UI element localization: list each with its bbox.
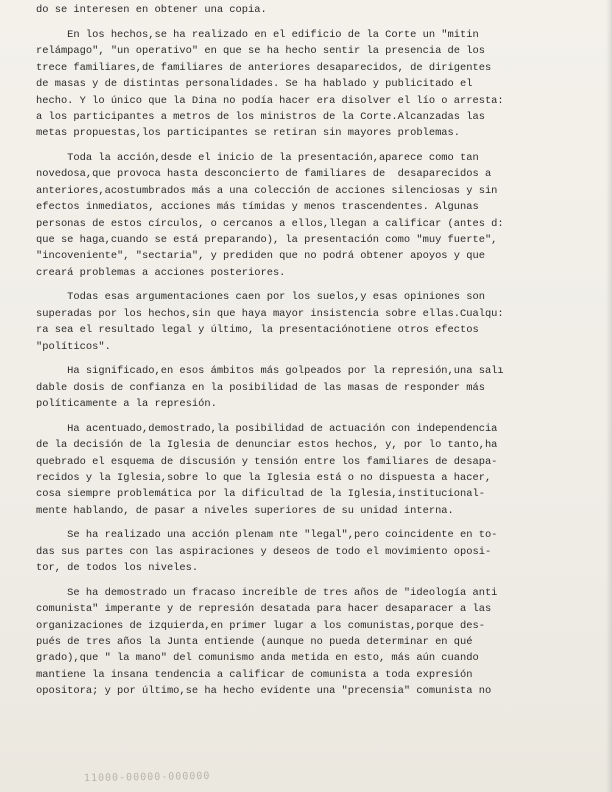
text-line: de masas y de distintas personalidades. Se ha hablado y publicitado el	[36, 78, 473, 91]
text-line: de la decisión de la Iglesia de denunciar estos hechos, y, por lo tanto,ha	[36, 439, 498, 452]
text-line: anteriores,acostumbrados más a una colección de acciones silenciosas y sin	[36, 184, 498, 197]
text-line: mantiene la insana tendencia a calificar de comunista a toda expresión	[36, 668, 473, 681]
text-line: novedosa,que provoca hasta desconcierto de familiares de desaparecidos a	[36, 168, 492, 181]
paragraph	[36, 585, 600, 700]
text-line: Se ha demostrado un fracaso increíble de tres años de "ideología anti	[36, 586, 498, 599]
text-line: organizaciones de izquierda,en primer lugar a los comunistas,porque des-	[36, 619, 485, 632]
text-line: Toda la acción,desde el inicio de la presentación,aparece como tan	[36, 152, 479, 165]
text-line: metas propuestas,los participantes se retiran sin mayores problemas.	[36, 127, 461, 140]
text-line: trece familiares,de familiares de anteriores desaparecidos, de dirigentes	[36, 61, 492, 74]
text-line: das sus partes con las aspiraciones y deseos de todo el movimiento oposi-	[36, 545, 492, 558]
text-line: quebrado el esquema de discusión y tensión entre los familiares de desapa-	[36, 455, 498, 468]
text-line: grado),que " la mano" del comunismo anda metida en esto, más aún cuando	[36, 652, 479, 665]
footer-stamp: 11000-00000-000000	[83, 770, 211, 785]
text-line: cosa siempre problemática por la dificultad de la Iglesia,institucional-	[36, 488, 485, 501]
text-line: hecho. Y lo único que la Dina no podía hacer era disolver el lío o arresta:	[36, 94, 504, 107]
paragraph	[36, 527, 600, 576]
text-line: políticamente a la represión.	[36, 398, 217, 411]
text-line: relámpago", "un operativo" en que se ha hecho sentir la presencia de los	[36, 45, 485, 58]
paragraph	[36, 363, 600, 412]
text-line: mente hablando, de pasar a niveles superiores de su unidad interna.	[36, 504, 454, 517]
page-edge-shadow	[606, 0, 612, 792]
text-line: "incoveniente", "sectaria", y prediden que no podrá obtener apoyos y que	[36, 250, 485, 263]
paragraph	[36, 150, 600, 281]
text-line: que se haga,cuando se está preparando), la presentación como "muy fuerte",	[36, 234, 498, 247]
document-body	[36, 0, 600, 708]
paragraph	[36, 421, 600, 519]
text-line: a los participantes a metros de los ministros de la Corte.Alcanzadas las	[36, 111, 485, 124]
paragraph	[36, 0, 600, 19]
text-line: Todas esas argumentaciones caen por los suelos,y esas opiniones son	[36, 291, 485, 304]
text-line: dable dosis de confianza en la posibilidad de las masas de responder más	[36, 381, 485, 394]
text-line: superadas por los hechos,sin que haya mayor insistencia sobre ellas.Cualqu:	[36, 307, 504, 320]
text-line: creará problemas a acciones posteriores.	[36, 266, 286, 279]
text-line: personas de estos círculos, o cercanos a ellos,llegan a calificar (antes d:	[36, 217, 504, 230]
paragraph	[36, 27, 600, 142]
text-line: En los hechos,se ha realizado en el edificio de la Corte un "mitin	[36, 29, 479, 41]
text-line: opositora; y por último,se ha hecho evidente una "precensia" comunista no	[36, 685, 492, 698]
text-line: recidos y la Iglesia,sobre lo que la Iglesia está o no dispuesta a hacer,	[36, 471, 492, 484]
paragraph	[36, 289, 600, 355]
text-line: comunista" imperante y de represión desatada para hacer desaparacer a las	[36, 603, 492, 616]
text-line: "políticos".	[36, 340, 111, 353]
text-line: Se ha realizado una acción plenam nte "legal",pero coincidente en to-	[36, 529, 498, 542]
text-line: ra sea el resultado legal y último, la presentaciónotiene otros efectos	[36, 324, 479, 337]
text-line: tor, de todos los niveles.	[36, 562, 199, 575]
text-line: Ha significado,en esos ámbitos más golpeados por la represión,una salı	[36, 365, 504, 378]
text-line: pués de tres años la Junta entiende (aunque no pueda determinar en qué	[36, 635, 473, 648]
text-line: do se interesen en obtener una copia.	[36, 4, 267, 17]
text-line: Ha acentuado,demostrado,la posibilidad de actuación con independencia	[36, 422, 498, 435]
text-line: efectos inmediatos, acciones más tímidas y menos trascendentes. Algunas	[36, 201, 479, 214]
